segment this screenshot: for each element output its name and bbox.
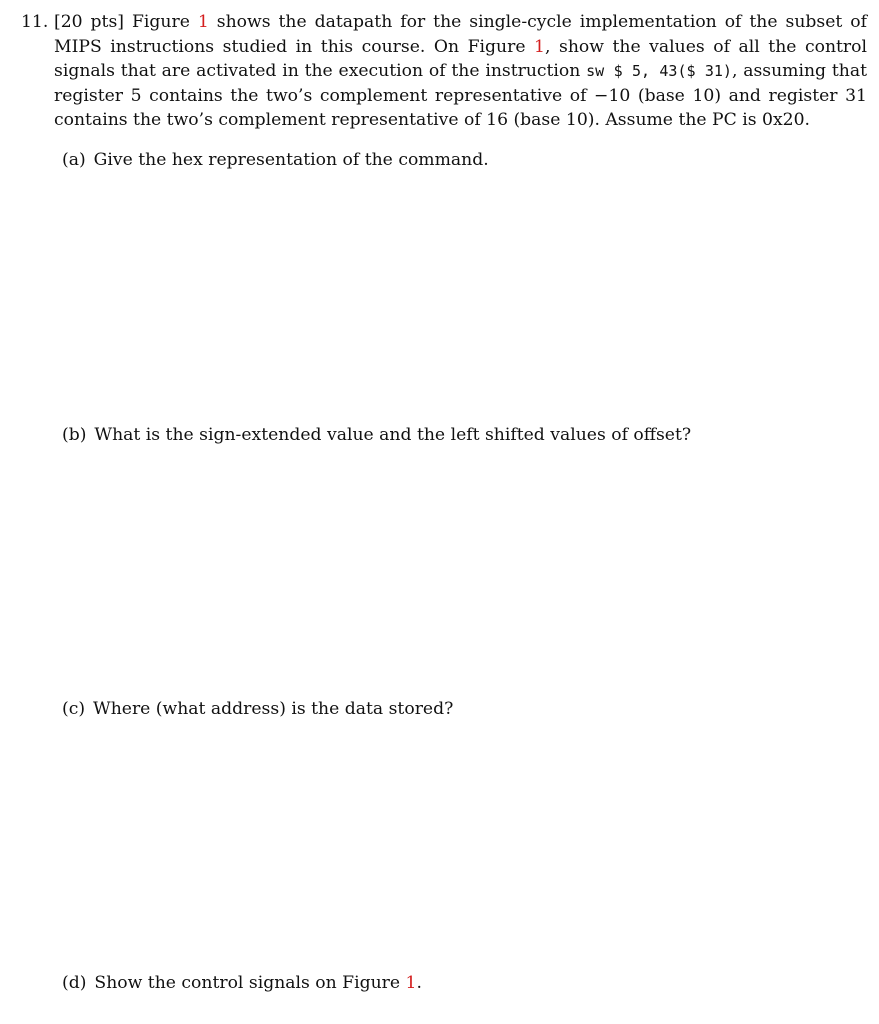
part-c: [62, 697, 453, 721]
figure-link[interactable]: 1: [405, 973, 417, 993]
part-c-text: Where (what address) is the data stored?: [93, 699, 454, 719]
question-text-part-2: shows the datapath for the single-cycle implementation of the subset of MIPS instructions studied in this course. On Figure: [54, 12, 868, 57]
part-b-label: (b): [62, 425, 87, 445]
part-c-label: (c): [62, 699, 86, 719]
points-label: [20 pts]: [54, 12, 124, 32]
part-d-text: Show the control signals on Figure: [94, 973, 401, 993]
question-11: [21, 10, 867, 133]
part-b: [62, 423, 691, 447]
part-b-text: What is the sign-extended value and the left shifted values of offset?: [94, 425, 692, 445]
question-number: 11.: [21, 12, 49, 32]
part-d: [62, 971, 422, 995]
question-text-part-4: , assuming that register 5 contains the two’s complement representative of −10 (base 10) and register 31 contains the two’s complement representative of 16 (base 10). Assume the PC is 0x20.: [54, 61, 867, 131]
part-a-text: Give the hex representation of the command.: [93, 150, 489, 170]
question-text-part-3: , show the values of all the control signals that are activated in the execution of the instruction: [54, 36, 867, 82]
figure-link[interactable]: 1: [534, 36, 545, 57]
figure-link[interactable]: 1: [197, 12, 209, 32]
instruction-code: sw $ 5, 43($ 31): [586, 62, 732, 81]
question-text-part-1: Figure: [131, 12, 190, 32]
part-d-label: (d): [62, 973, 87, 993]
part-d-suffix: .: [416, 973, 422, 993]
part-a: [62, 148, 489, 172]
part-a-label: (a): [62, 150, 86, 170]
question-text: [54, 10, 867, 133]
